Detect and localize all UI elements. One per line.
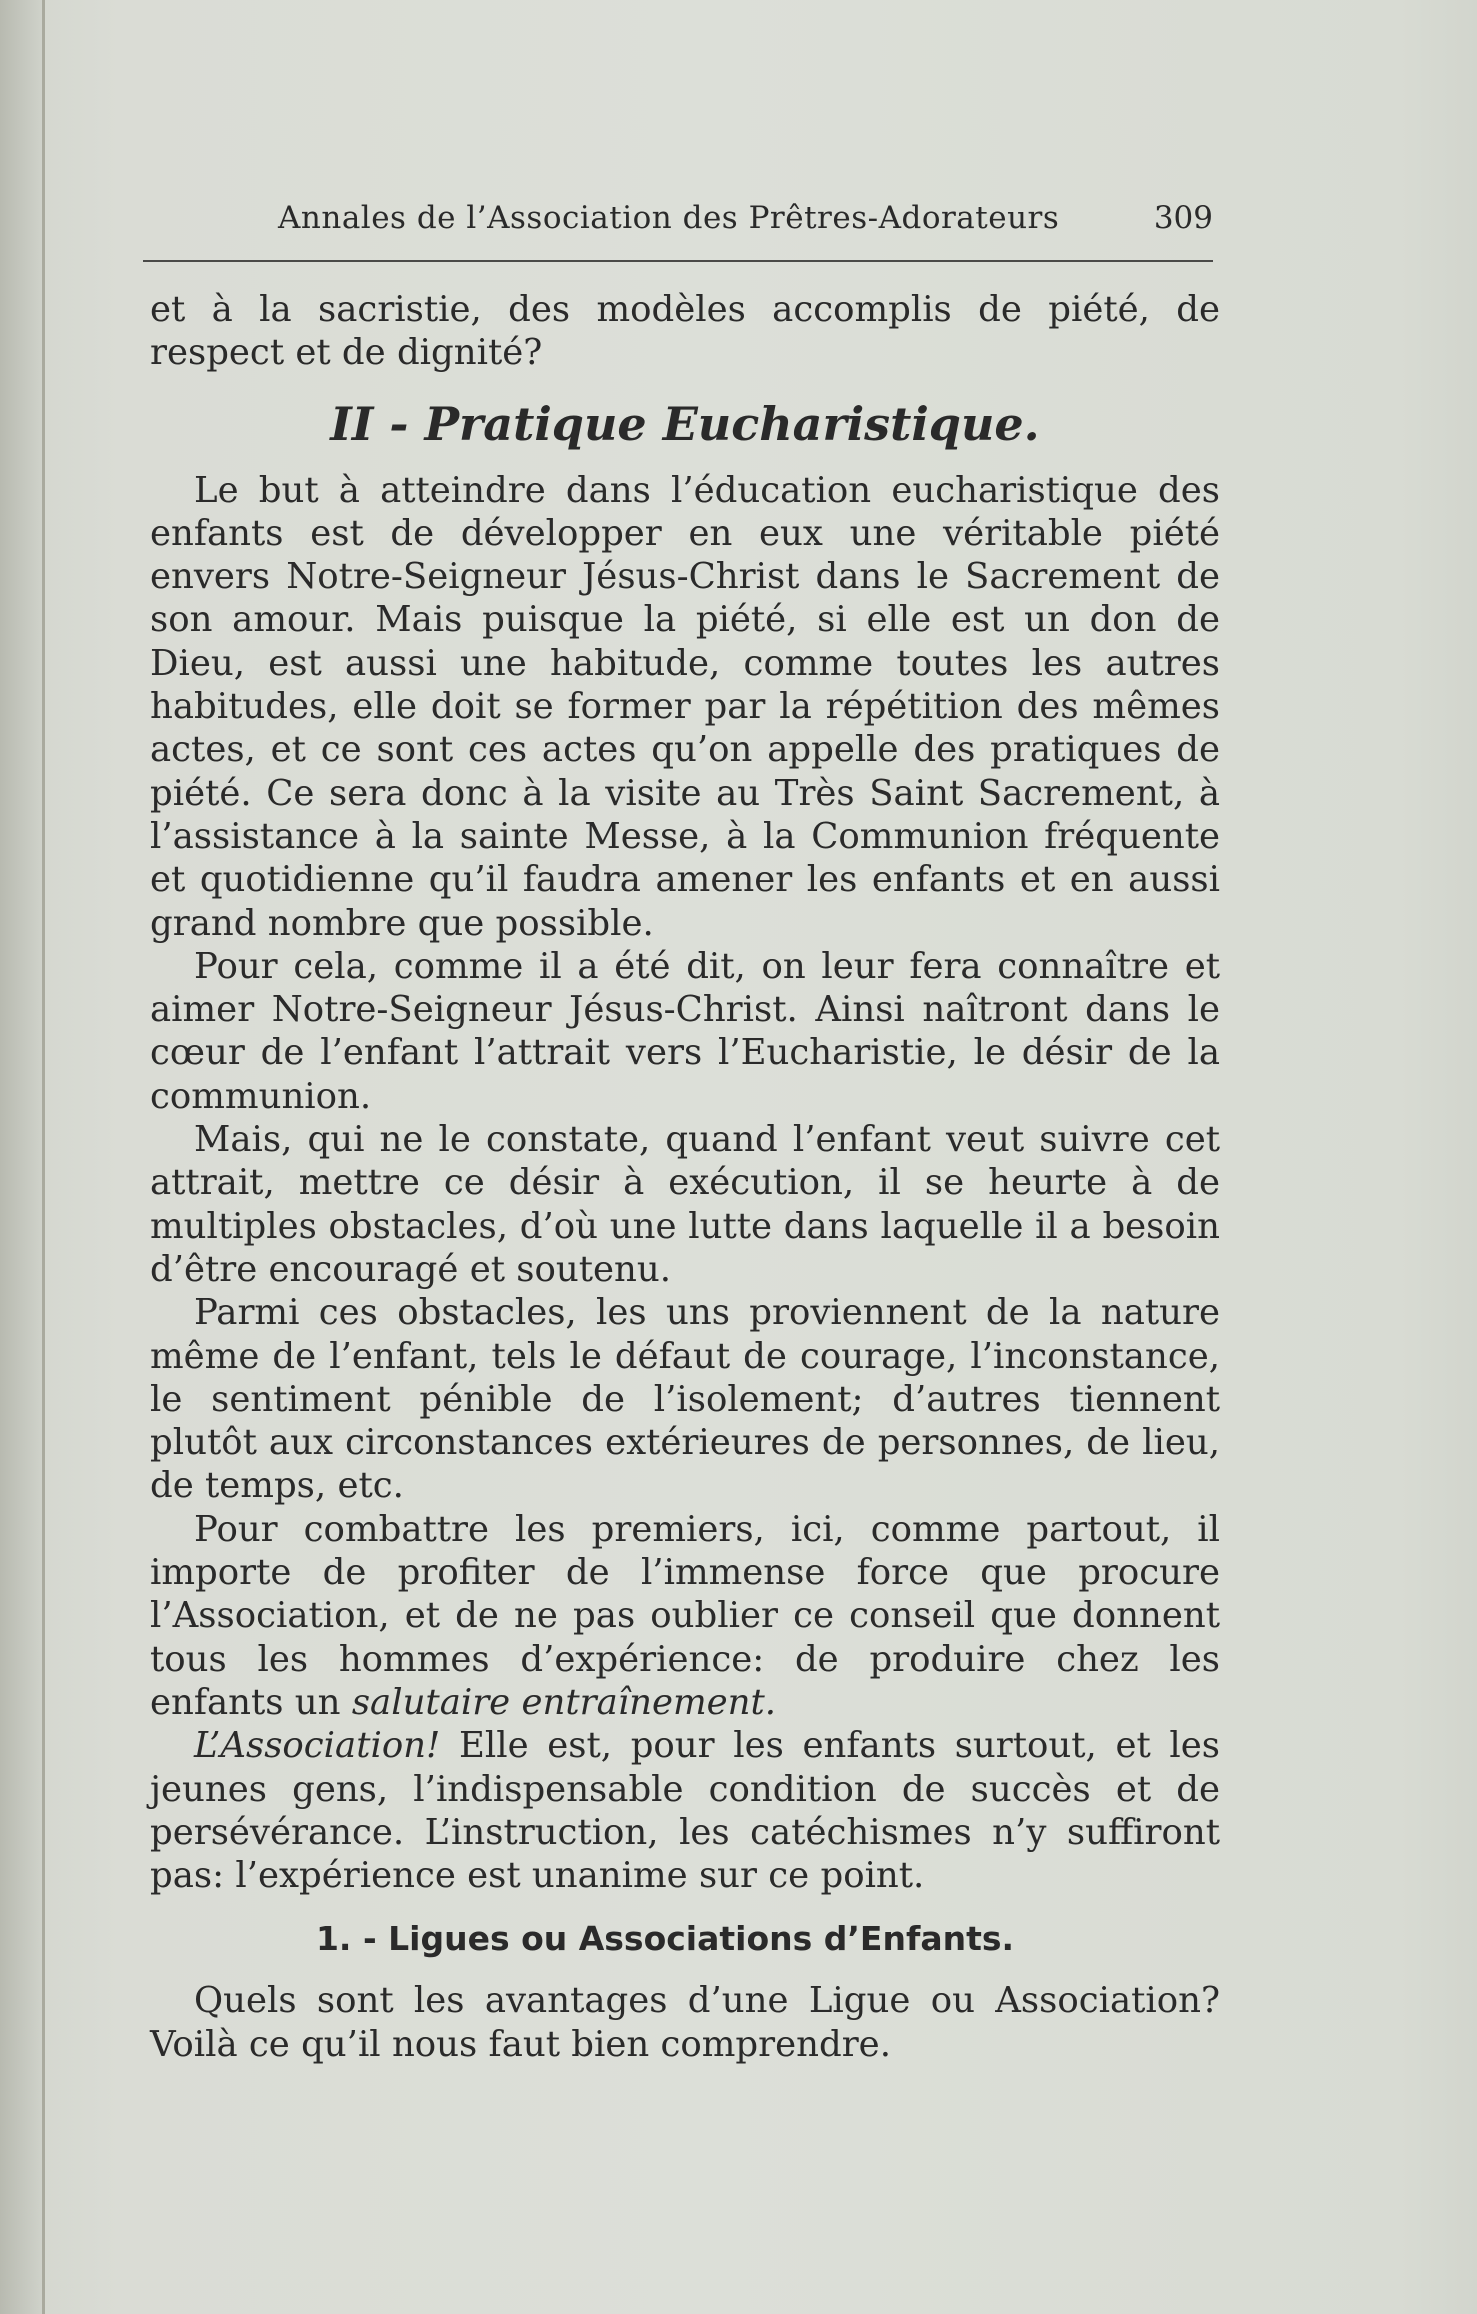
paragraph: Pour cela, comme il a été dit, on leur fera connaître et aimer Notre-Seigneur Jésus-Christ. Ainsi naîtront dans le cœur de l’enfant l’attrait vers l’Eucharistie, le désir de la communion. xyxy=(150,945,1220,1117)
paragraph: Quels sont les avantages d’une Ligue ou Association? Voilà ce qu’il nous faut bien comprendre. xyxy=(150,1980,1220,2065)
paragraph-continued: et à la sacristie, des modèles accomplis de piété, de respect et de dignité? xyxy=(150,289,1220,374)
binding-edge xyxy=(42,0,45,2314)
page-body xyxy=(150,288,1220,2066)
running-head xyxy=(143,200,1213,256)
paragraph xyxy=(150,1508,1220,1724)
running-title: Annales de l’Association des Prêtres-Adorateurs xyxy=(278,200,1060,236)
emphasis-text: salutaire entraînement. xyxy=(351,1681,777,1723)
paragraph: Le but à atteindre dans l’éducation eucharistique des enfants est de développer en eux une véritable piété envers Notre-Seigneur Jésus-Christ dans le Sacrement de son amour. Mais puisque la piété, si elle est un don de Dieu, est aussi une habitude, comme toutes les autres habitudes, elle doit se former par la répétition des mêmes actes, et ce sont ces actes qu’on appelle des pratiques de piété. Ce sera donc à la visite au Très Saint Sacrement, à l’assistance à la sainte Messe, à la Communion fréquente et quotidienne qu’il faudra amener les enfants et en aussi grand nombre que possible. xyxy=(150,469,1220,944)
paragraph xyxy=(150,1724,1220,1897)
section-title: II - Pratique Eucharistique. xyxy=(330,396,1040,451)
binding-gutter xyxy=(0,0,42,2314)
paragraph: Mais, qui ne le constate, quand l’enfant veut suivre cet attrait, mettre ce désir à exécution, il se heurte à de multiples obstacles, d’où une lutte dans laquelle il a besoin d’être encouragé et soutenu. xyxy=(150,1119,1220,1290)
paragraph-text: Pour combattre les premiers, ici, comme partout, il importe de profiter de l’immense force que procure l’Association, et de ne pas oublier ce conseil que donnent tous les hommes d’expérience: de produire chez les enfants un xyxy=(150,1508,1220,1723)
header-rule xyxy=(143,260,1213,262)
paragraph: Parmi ces obstacles, les uns proviennent de la nature même de l’enfant, tels le défaut de courage, l’inconstance, le sentiment pénible de l’isolement; d’autres tiennent plutôt aux circonstances extérieures de personnes, de lieu, de temps, etc. xyxy=(150,1292,1220,1507)
paragraph-text: Elle est, pour les enfants surtout, et les jeunes gens, l’indispensable condition de succès et de persévérance. L’instruction, les catéchismes n’y suffiront pas: l’expérience est unanime sur ce point. xyxy=(150,1725,1220,1897)
subsection-title: 1. - Ligues ou Associations d’Enfants. xyxy=(315,1919,1015,1959)
emphasis-text: L’Association! xyxy=(194,1725,441,1767)
page-number: 309 xyxy=(1153,200,1213,236)
